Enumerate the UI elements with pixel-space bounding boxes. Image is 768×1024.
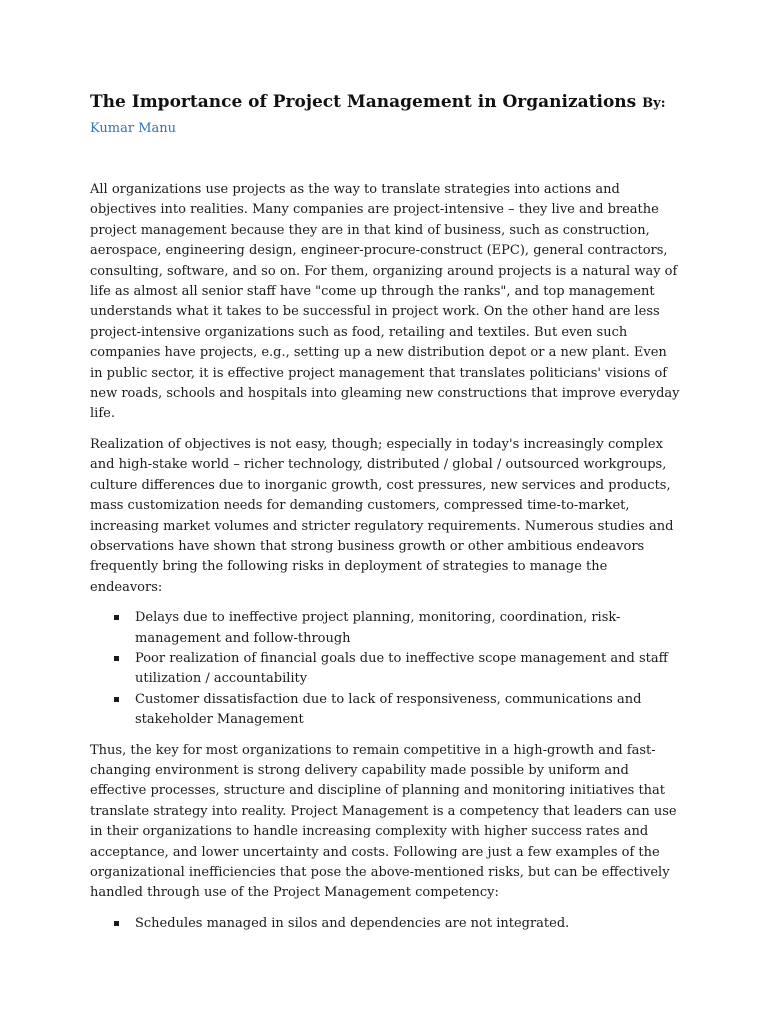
by-label: By: (642, 96, 666, 111)
author-name: Kumar Manu (90, 121, 177, 136)
inefficiencies-list (90, 914, 680, 934)
square-bullet-icon (114, 656, 119, 661)
risks-list (90, 608, 680, 730)
square-bullet-icon (114, 697, 119, 702)
list-item (135, 914, 680, 934)
list-item-text: Schedules managed in silos and dependencies are not integrated. (135, 915, 570, 931)
document-title: The Importance of Project Management in Organizations (90, 92, 637, 112)
paragraph-realization: Realization of objectives is not easy, though; especially in today's increasingly complex and high-stake world – richer technology, distributed / global / outsourced workgroups, culture differences due to inorganic growth, cost pressures, new services and products, mass customization needs for demanding customers, compressed time-to-market, increasing market volumes and stricter regulatory requirements. Numerous studies and observations have shown that strong business growth or other ambitious endeavors frequently bring the following risks in deployment of strategies to manage the endeavors: (90, 436, 674, 595)
list-item-text: Customer dissatisfaction due to lack of responsiveness, communications and stakeholder Management (135, 691, 642, 728)
list-item (135, 649, 680, 690)
list-item (135, 608, 680, 649)
paragraph-conclusion: Thus, the key for most organizations to remain competitive in a high-growth and fast-changing environment is strong delivery capability made possible by uniform and effective processes, structure and discipline of planning and monitoring initiatives that translate strategy into reality. Project Management is a competency that leaders can use in their organizations to handle increasing complexity with higher success rates and acceptance, and lower uncertainty and costs. Following are just a few examples of the organizational inefficiencies that pose the above-mentioned risks, but can be effectively handled through use of the Project Management competency: (90, 742, 677, 901)
square-bullet-icon (114, 615, 119, 620)
list-item (135, 690, 680, 731)
document-body (90, 88, 680, 944)
list-item-text: Poor realization of financial goals due to ineffective scope management and staff utilization / accountability (135, 650, 668, 687)
list-item-text: Delays due to ineffective project planning, monitoring, coordination, risk-management and follow-through (135, 610, 621, 646)
document-title-line (90, 88, 680, 118)
square-bullet-icon (114, 921, 119, 926)
paragraph-intro: All organizations use projects as the way to translate strategies into actions and objectives into realities. Many companies are project-intensive – they live and breathe project management because they are in that kind of business, such as construction, aerospace, engineering design, engineer-procure-construct (EPC), general contractors, consulting, software, and so on. For them, organizing around projects is a natural way of life as almost all senior staff have "come up through the ranks", and top management understands what it takes to be successful in project work. On the other hand are less project-intensive organizations such as food, retailing and textiles. But even such companies have projects, e.g., setting up a new distribution depot or a new plant. Even in public sector, it is effective project management that translates politicians' visions of new roads, schools and hospitals into gleaming new constructions that improve everyday life. (90, 182, 680, 422)
